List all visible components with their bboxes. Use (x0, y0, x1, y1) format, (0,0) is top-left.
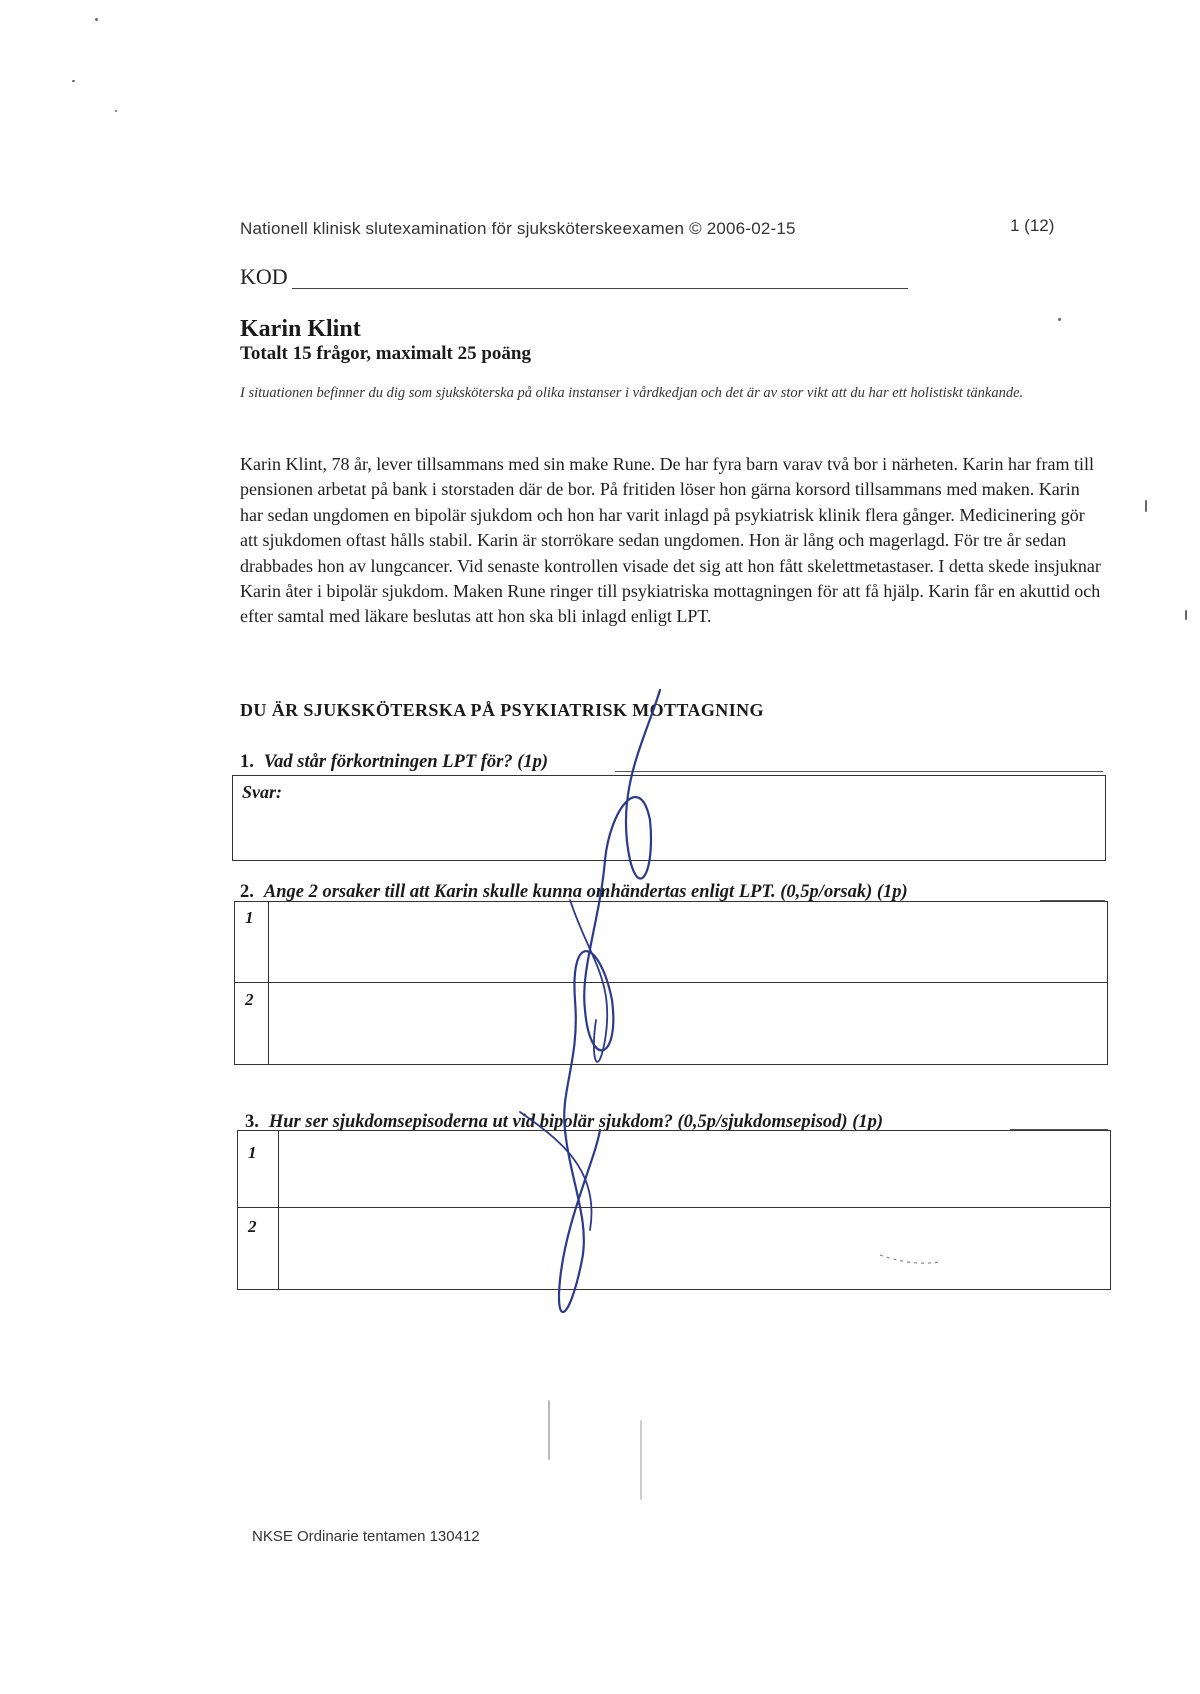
case-title: Karin Klint (240, 316, 361, 342)
scan-speck (1145, 500, 1147, 512)
case-description: Karin Klint, 78 år, lever tillsammans med sin make Rune. De har fyra barn varav två bor i närheten. Karin har fram till pensionen arbetat på bank i storstaden där de bor. På fritiden löser hon gärna korsord tillsammans med maken. Karin har sedan ungdomen en bipolär sjukdom och hon har varit inlagd på psykiatrisk klinik flera gånger. Medicinering gör att sjukdomen oftast hålls stabil. Karin är storrökare sedan ungdomen. Hon är lång och magerlagd. För tre år sedan drabbades hon av lungcancer. Vid senaste kontrollen visade det sig att hon fått skelettmetastaser. I detta skede insjuknar Karin åter i bipolär sjukdom. Maken Rune ringer till psykiatriska mottagningen för att få hjälp. Karin får en akuttid och efter samtal med läkare beslutas att hon ska bli inlagd enligt LPT. (240, 454, 1101, 627)
case-subtitle: Totalt 15 frågor, maximalt 25 poäng (240, 343, 531, 364)
scan-speck (95, 18, 98, 21)
answer-label: Svar: (242, 782, 282, 802)
section-heading: DU ÄR SJUKSKÖTERSKA PÅ PSYKIATRISK MOTTAGNING (240, 700, 764, 720)
page-number: 1 (12) (1010, 216, 1055, 235)
scan-speck (640, 1420, 642, 1500)
row-number: 1 (245, 908, 254, 927)
question-number: 1. (240, 752, 254, 772)
exam-header-title: Nationell klinisk slutexamination för sjuksköterskeexamen © 2006-02-15 (240, 219, 796, 238)
question-text: Hur ser sjukdomsepisoderna ut vid bipolär sjukdom? (0,5p/sjukdomsepisod) (1p) (268, 1112, 884, 1132)
scan-speck (1185, 610, 1187, 620)
scan-speck (1058, 318, 1061, 321)
scan-speck (548, 1400, 550, 1460)
scan-speck (115, 110, 117, 112)
kod-label: KOD (240, 264, 288, 289)
page-footer: NKSE Ordinarie tentamen 130412 (252, 1528, 480, 1545)
question-text: Ange 2 orsaker till att Karin skulle kunna omhändertas enligt LPT. (0,5p/orsak) (1p) (263, 882, 908, 902)
row-number: 2 (245, 990, 254, 1009)
question-text: Vad står förkortningen LPT för? (1p) (263, 752, 549, 772)
question-number: 3. (245, 1112, 259, 1132)
scan-speck (72, 80, 75, 82)
row-number: 1 (248, 1143, 257, 1162)
case-intro: I situationen befinner du dig som sjuksköterska på olika instanser i vårdkedjan och det är av stor vikt att du har ett holistiskt tänkande. (240, 385, 1024, 401)
question-number: 2. (240, 882, 254, 902)
row-number: 2 (248, 1217, 257, 1236)
